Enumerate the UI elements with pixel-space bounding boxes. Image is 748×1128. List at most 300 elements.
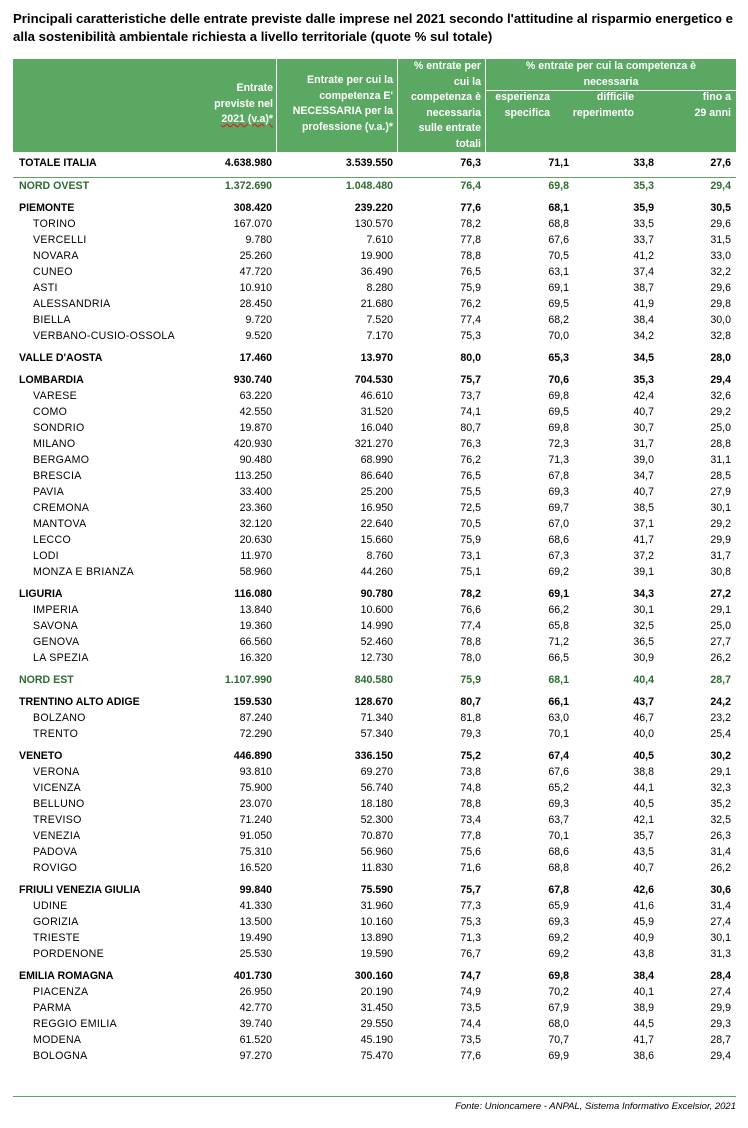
value-cell: 77,4: [460, 314, 481, 326]
header-text: % entrate per cui la competenza è: [525, 60, 697, 72]
value-cell: 26,3: [710, 830, 731, 842]
value-cell: 70,5: [460, 518, 481, 530]
region-row: [13, 372, 736, 388]
value-cell: 68.990: [360, 454, 393, 466]
province-row: [13, 780, 736, 796]
territory-label: BERGAMO: [33, 454, 90, 466]
header-text: cui la: [453, 75, 481, 88]
province-row: [13, 484, 736, 500]
value-cell: 74,1: [460, 406, 481, 418]
value-cell: 68,1: [548, 674, 569, 686]
region-row: [13, 882, 736, 898]
value-cell: 77,6: [460, 202, 481, 214]
value-cell: 77,8: [460, 234, 481, 246]
value-cell: 30,1: [710, 502, 731, 514]
value-cell: 35,7: [633, 830, 654, 842]
header-text: necessaria: [583, 75, 639, 88]
value-cell: 19.360: [239, 620, 272, 632]
territory-label: GENOVA: [33, 636, 80, 648]
territory-label: SONDRIO: [33, 422, 85, 434]
value-cell: 68,8: [548, 218, 569, 230]
territory-label: TRIESTE: [33, 932, 80, 944]
value-cell: 4.638.980: [224, 157, 272, 169]
territory-label: MODENA: [33, 1034, 82, 1046]
value-cell: 67,8: [548, 884, 569, 896]
header-col-entrate: [203, 81, 273, 128]
table-header: [13, 59, 736, 152]
header-text: totali: [455, 137, 481, 150]
value-cell: 40,5: [633, 750, 654, 762]
header-text: 29 anni: [694, 106, 731, 119]
value-cell: 52.460: [360, 636, 393, 648]
province-row: [13, 946, 736, 962]
value-cell: 69,2: [548, 948, 569, 960]
value-cell: 16.040: [360, 422, 393, 434]
territory-label: LIGURIA: [19, 588, 63, 600]
value-cell: 25,4: [710, 728, 731, 740]
macro-area-row: [13, 178, 736, 195]
value-cell: 63,1: [548, 266, 569, 278]
territory-label: VENEZIA: [33, 830, 81, 842]
value-cell: 28,0: [710, 352, 731, 364]
value-cell: 38,7: [633, 282, 654, 294]
province-row: [13, 404, 736, 420]
value-cell: 336.150: [354, 750, 393, 762]
value-cell: 69,3: [548, 916, 569, 928]
territory-label: EMILIA ROMAGNA: [19, 970, 114, 982]
value-cell: 75,2: [460, 750, 481, 762]
value-cell: 81,8: [460, 712, 481, 724]
province-row: [13, 264, 736, 280]
value-cell: 10.600: [360, 604, 393, 616]
value-cell: 29,9: [710, 1002, 731, 1014]
province-row: [13, 618, 736, 634]
value-cell: 38,6: [633, 1050, 654, 1062]
province-row: [13, 468, 736, 484]
value-cell: 75,5: [460, 486, 481, 498]
value-cell: 19.490: [239, 932, 272, 944]
value-cell: 72,5: [460, 502, 481, 514]
value-cell: 75.470: [360, 1050, 393, 1062]
value-cell: 69,3: [548, 486, 569, 498]
value-cell: 66.560: [239, 636, 272, 648]
value-cell: 72,3: [548, 438, 569, 450]
province-row: [13, 828, 736, 844]
value-cell: 69,7: [548, 502, 569, 514]
value-cell: 25.200: [360, 486, 393, 498]
value-cell: 32,5: [710, 814, 731, 826]
territory-label: LODI: [33, 550, 59, 562]
header-text: competenza E': [319, 89, 393, 102]
value-cell: 29,8: [710, 298, 731, 310]
value-cell: 40,5: [633, 798, 654, 810]
value-cell: 42,6: [633, 884, 654, 896]
value-cell: 18.180: [360, 798, 393, 810]
value-cell: 39.740: [239, 1018, 272, 1030]
value-cell: 75.900: [239, 782, 272, 794]
value-cell: 19.870: [239, 422, 272, 434]
total-row: [13, 155, 736, 171]
value-cell: 37,2: [633, 550, 654, 562]
value-cell: 42.550: [239, 406, 272, 418]
value-cell: 71.240: [239, 814, 272, 826]
value-cell: 58.960: [239, 566, 272, 578]
territory-label: PIACENZA: [33, 986, 89, 998]
province-row: [13, 232, 736, 248]
header-text: 2021 (v.a)*: [221, 113, 273, 125]
value-cell: 7.520: [366, 314, 393, 326]
value-cell: 31,3: [710, 948, 731, 960]
value-cell: 27,4: [710, 916, 731, 928]
value-cell: 80,7: [460, 422, 481, 434]
value-cell: 29,1: [710, 604, 731, 616]
value-cell: 25.530: [239, 948, 272, 960]
value-cell: 73,5: [460, 1034, 481, 1046]
value-cell: 72.290: [239, 728, 272, 740]
value-cell: 239.220: [354, 202, 393, 214]
value-cell: 65,9: [548, 900, 569, 912]
value-cell: 23,2: [710, 712, 731, 724]
header-text: esperienza: [495, 91, 550, 103]
value-cell: 43,7: [633, 696, 654, 708]
province-row: [13, 634, 736, 650]
value-cell: 27,9: [710, 486, 731, 498]
header-col-giovani: [653, 90, 731, 121]
value-cell: 43,5: [633, 846, 654, 858]
value-cell: 40,1: [633, 986, 654, 998]
value-cell: 8.280: [366, 282, 393, 294]
value-cell: 39,0: [633, 454, 654, 466]
value-cell: 28,8: [710, 438, 731, 450]
value-cell: 70,1: [548, 728, 569, 740]
value-cell: 32,8: [710, 330, 731, 342]
value-cell: 31,1: [710, 454, 731, 466]
territory-label: MONZA E BRIANZA: [33, 566, 135, 578]
territory-label: VERBANO-CUSIO-OSSOLA: [33, 330, 175, 342]
value-cell: 71.340: [360, 712, 393, 724]
value-cell: 401.730: [233, 970, 272, 982]
territory-label: GORIZIA: [33, 916, 79, 928]
value-cell: 30,1: [710, 932, 731, 944]
value-cell: 38,9: [633, 1002, 654, 1014]
header-text: reperimento: [572, 106, 634, 119]
value-cell: 35,3: [633, 374, 654, 386]
value-cell: 39,1: [633, 566, 654, 578]
territory-label: TREVISO: [33, 814, 82, 826]
province-row: [13, 812, 736, 828]
value-cell: 9.780: [245, 234, 272, 246]
value-cell: 42,4: [633, 390, 654, 402]
value-cell: 31,4: [710, 846, 731, 858]
value-cell: 30,7: [633, 422, 654, 434]
province-row: [13, 898, 736, 914]
value-cell: 38,5: [633, 502, 654, 514]
value-cell: 29,6: [710, 282, 731, 294]
value-cell: 7.610: [366, 234, 393, 246]
value-cell: 57.340: [360, 728, 393, 740]
province-row: [13, 420, 736, 436]
value-cell: 74,8: [460, 782, 481, 794]
value-cell: 68,1: [548, 202, 569, 214]
value-cell: 61.520: [239, 1034, 272, 1046]
value-cell: 86.640: [360, 470, 393, 482]
value-cell: 73,8: [460, 766, 481, 778]
territory-label: VARESE: [33, 390, 77, 402]
province-row: [13, 548, 736, 564]
value-cell: 76,3: [460, 438, 481, 450]
value-cell: 32,2: [710, 266, 731, 278]
value-cell: 75,9: [460, 674, 481, 686]
province-row: [13, 280, 736, 296]
header-text: fino a: [702, 91, 731, 103]
value-cell: 35,2: [710, 798, 731, 810]
territory-label: TRENTO: [33, 728, 79, 740]
value-cell: 69,8: [486, 178, 574, 195]
territory-label: ROVIGO: [33, 862, 78, 874]
value-cell: 93.810: [239, 766, 272, 778]
value-cell: 10.160: [360, 916, 393, 928]
territory-label: TOTALE ITALIA: [19, 157, 97, 169]
value-cell: 76,2: [460, 298, 481, 310]
value-cell: 78,8: [460, 250, 481, 262]
territory-label: MILANO: [33, 438, 76, 450]
value-cell: 77,3: [460, 900, 481, 912]
value-cell: 29,2: [710, 406, 731, 418]
value-cell: 65,2: [548, 782, 569, 794]
value-cell: 78,2: [460, 218, 481, 230]
value-cell: 33,5: [633, 218, 654, 230]
province-row: [13, 312, 736, 328]
header-text: sulle entrate: [418, 122, 481, 134]
value-cell: 68,0: [548, 1018, 569, 1030]
province-row: [13, 602, 736, 618]
territory-label: ASTI: [33, 282, 58, 294]
header-text: competenza è: [410, 91, 481, 103]
table-body: [13, 152, 736, 1064]
value-cell: 116.080: [234, 588, 272, 600]
value-cell: 19.590: [360, 948, 393, 960]
province-row: [13, 388, 736, 404]
value-cell: 44.260: [360, 566, 393, 578]
value-cell: 44,1: [633, 782, 654, 794]
value-cell: 16.950: [360, 502, 393, 514]
value-cell: 840.580: [354, 674, 393, 686]
territory-label: BIELLA: [33, 314, 71, 326]
value-cell: 66,2: [548, 604, 569, 616]
value-cell: 11.830: [361, 862, 393, 874]
province-row: [13, 1032, 736, 1048]
header-col-esperienza: [486, 90, 550, 121]
value-cell: 31,7: [710, 550, 731, 562]
value-cell: 45.190: [360, 1034, 393, 1046]
value-cell: 930.740: [233, 374, 272, 386]
territory-label: REGGIO EMILIA: [33, 1018, 117, 1030]
value-cell: 65,8: [548, 620, 569, 632]
province-row: [13, 532, 736, 548]
value-cell: 33,8: [633, 157, 654, 169]
territory-label: BRESCIA: [33, 470, 82, 482]
territory-label: IMPERIA: [33, 604, 79, 616]
value-cell: 19.900: [360, 250, 393, 262]
value-cell: 52.300: [360, 814, 393, 826]
header-text: NECESSARIA per la: [292, 105, 393, 117]
value-cell: 34,7: [633, 470, 654, 482]
value-cell: 27,2: [710, 588, 731, 600]
value-cell: 29.550: [360, 1018, 393, 1030]
value-cell: 34,3: [633, 588, 654, 600]
value-cell: 44,5: [633, 1018, 654, 1030]
value-cell: 46.610: [360, 390, 393, 402]
value-cell: 71,3: [460, 932, 481, 944]
value-cell: 159.530: [233, 696, 272, 708]
province-row: [13, 710, 736, 726]
province-row: [13, 1000, 736, 1016]
value-cell: 130.570: [354, 218, 393, 230]
value-cell: 41,2: [633, 250, 654, 262]
value-cell: 40,7: [633, 406, 654, 418]
territory-label: BOLZANO: [33, 712, 86, 724]
province-row: [13, 796, 736, 812]
header-group: [486, 59, 736, 90]
value-cell: 31,7: [633, 438, 654, 450]
territory-label: VALLE D'AOSTA: [19, 352, 103, 364]
province-row: [13, 984, 736, 1000]
province-row: [13, 1016, 736, 1032]
value-cell: 32,3: [710, 782, 731, 794]
value-cell: 16.520: [239, 862, 272, 874]
bottom-rule: [13, 1096, 736, 1097]
value-cell: 68,8: [548, 862, 569, 874]
territory-label: PAVIA: [33, 486, 65, 498]
province-row: [13, 248, 736, 264]
value-cell: 68,6: [548, 846, 569, 858]
value-cell: 29,4: [710, 374, 731, 386]
value-cell: 69,1: [548, 282, 569, 294]
value-cell: 68,6: [548, 534, 569, 546]
header-col-percent: [398, 59, 481, 152]
value-cell: 75.310: [239, 846, 272, 858]
region-row: [13, 350, 736, 366]
value-cell: 69.270: [360, 766, 393, 778]
value-cell: 28,4: [710, 970, 731, 982]
value-cell: 33.400: [239, 486, 272, 498]
territory-label: PIEMONTE: [19, 202, 75, 214]
value-cell: 78,8: [460, 636, 481, 648]
value-cell: 80,7: [460, 696, 481, 708]
value-cell: 321.270: [354, 438, 393, 450]
value-cell: 75,7: [460, 884, 481, 896]
value-cell: 23.070: [239, 798, 272, 810]
value-cell: 38,4: [633, 970, 654, 982]
value-cell: 67,8: [548, 470, 569, 482]
value-cell: 71,3: [548, 454, 569, 466]
value-cell: 33,7: [633, 234, 654, 246]
province-row: [13, 452, 736, 468]
header-text: difficile: [596, 91, 634, 103]
value-cell: 30,6: [710, 884, 731, 896]
value-cell: 75,3: [460, 916, 481, 928]
value-cell: 77,8: [460, 830, 481, 842]
value-cell: 40,7: [633, 486, 654, 498]
value-cell: 71,1: [548, 157, 569, 169]
value-cell: 128.670: [354, 696, 393, 708]
value-cell: 70,2: [548, 986, 569, 998]
province-row: [13, 726, 736, 742]
value-cell: 29,1: [710, 766, 731, 778]
value-cell: 29,4: [710, 1050, 731, 1062]
value-cell: 1.372.690: [203, 178, 277, 195]
value-cell: 73,1: [460, 550, 481, 562]
value-cell: 71,2: [548, 636, 569, 648]
value-cell: 40,4: [633, 674, 654, 686]
value-cell: 30,9: [633, 652, 654, 664]
value-cell: 308.420: [233, 202, 272, 214]
territory-label: NOVARA: [33, 250, 79, 262]
value-cell: 76,5: [460, 266, 481, 278]
value-cell: 24,2: [710, 696, 731, 708]
value-cell: 47.720: [239, 266, 272, 278]
value-cell: 30,8: [710, 566, 731, 578]
value-cell: 12.730: [360, 652, 393, 664]
value-cell: 69,3: [548, 798, 569, 810]
value-cell: 41,7: [633, 534, 654, 546]
value-cell: 71,6: [460, 862, 481, 874]
value-cell: 32,5: [633, 620, 654, 632]
province-row: [13, 914, 736, 930]
value-cell: 56.740: [360, 782, 393, 794]
value-cell: 40,7: [633, 862, 654, 874]
value-cell: 29,2: [710, 518, 731, 530]
value-cell: 63.220: [239, 390, 272, 402]
value-cell: 31.520: [360, 406, 393, 418]
value-cell: 78,8: [460, 798, 481, 810]
header-text: necessaria: [426, 106, 481, 119]
value-cell: 97.270: [239, 1050, 272, 1062]
value-cell: 31,4: [710, 900, 731, 912]
value-cell: 70,0: [548, 330, 569, 342]
value-cell: 99.840: [239, 884, 272, 896]
province-row: [13, 564, 736, 580]
value-cell: 30,5: [710, 202, 731, 214]
value-cell: 91.050: [239, 830, 272, 842]
province-row: [13, 844, 736, 860]
province-row: [13, 516, 736, 532]
value-cell: 76,7: [460, 948, 481, 960]
value-cell: 90.780: [360, 588, 393, 600]
value-cell: 69,2: [548, 566, 569, 578]
value-cell: 32,6: [710, 390, 731, 402]
value-cell: 25,0: [710, 422, 731, 434]
value-cell: 76,4: [398, 178, 486, 195]
value-cell: 32.120: [239, 518, 272, 530]
value-cell: 37,1: [633, 518, 654, 530]
value-cell: 67,4: [548, 750, 569, 762]
region-row: [13, 968, 736, 984]
territory-label: UDINE: [33, 900, 68, 912]
value-cell: 74,7: [460, 970, 481, 982]
value-cell: 73,5: [460, 1002, 481, 1014]
value-cell: 65,3: [548, 352, 569, 364]
value-cell: 56.960: [360, 846, 393, 858]
value-cell: 21.680: [360, 298, 393, 310]
value-cell: 76,2: [460, 454, 481, 466]
value-cell: 41.330: [239, 900, 272, 912]
value-cell: 40,9: [633, 932, 654, 944]
header-text: specifica: [504, 106, 550, 119]
territory-label: BOLOGNA: [33, 1050, 88, 1062]
value-cell: 446.890: [233, 750, 272, 762]
value-cell: 25,0: [710, 620, 731, 632]
